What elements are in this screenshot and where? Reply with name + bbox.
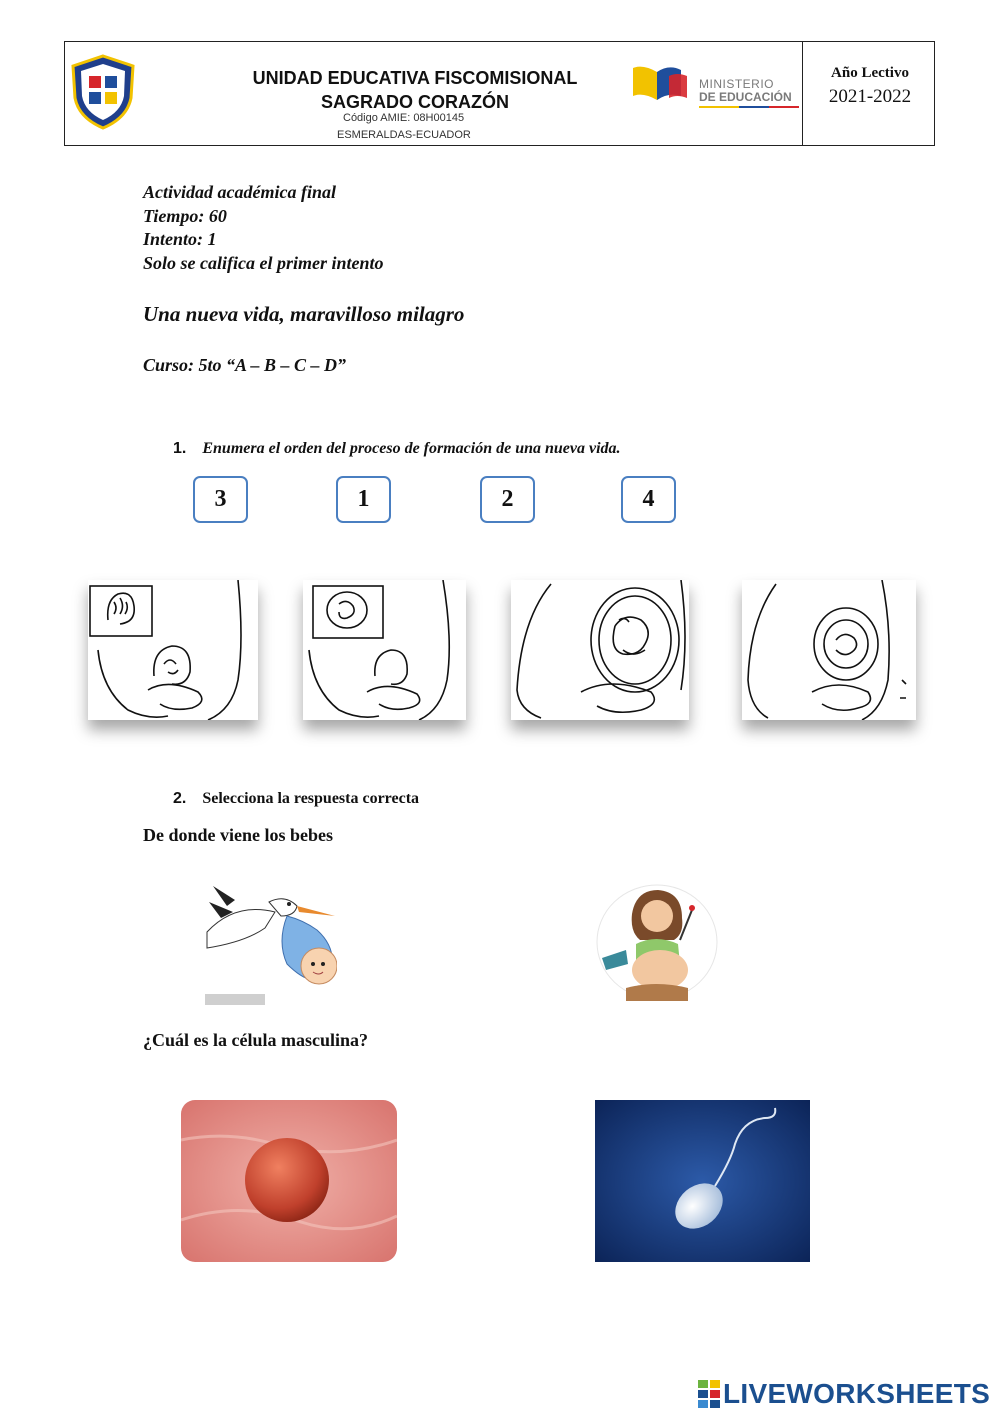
answer-box-4[interactable]: 4 — [621, 476, 676, 523]
pregnancy-stage-image-3 — [511, 580, 689, 720]
school-code: Código AMIE: 08H00145 — [343, 112, 465, 124]
header-divider — [802, 42, 803, 145]
question-2-text: Selecciona la respuesta correcta — [202, 790, 420, 807]
activity-info — [143, 181, 384, 275]
ministry-line1: MINISTERIO — [699, 77, 775, 91]
pregnancy-stage-image-4 — [742, 580, 916, 720]
year-value: 2021-2022 — [828, 86, 912, 107]
school-shield-logo — [69, 54, 137, 130]
school-name — [215, 66, 615, 114]
header-table — [64, 41, 935, 146]
worksheet-subtitle: Una nueva vida, maravilloso milagro — [143, 302, 465, 326]
school-name-line2: SAGRADO CORAZÓN — [321, 92, 509, 112]
answer-box-1[interactable]: 3 — [193, 476, 248, 523]
prompt-where-babies-come-from: De donde viene los bebes — [143, 825, 334, 845]
question-1-text: Enumera el orden del proceso de formación de una nueva vida. — [202, 440, 621, 457]
stork-baby-option[interactable] — [205, 872, 337, 1005]
ministry-color-bar — [699, 106, 799, 108]
activity-note: Solo se califica el primer intento — [143, 252, 384, 273]
ministry-line2: DE EDUCACIÓN — [699, 90, 792, 104]
egg-cell-option[interactable] — [181, 1100, 397, 1262]
course-line: Curso: 5to “A – B – C – D” — [143, 355, 347, 375]
prompt-male-cell: ¿Cuál es la célula masculina? — [143, 1030, 369, 1050]
liveworksheets-brand — [698, 1376, 990, 1412]
pregnancy-stage-image-1 — [88, 580, 258, 720]
liveworksheets-logo-icon — [698, 1380, 720, 1408]
pregnancy-stage-image-2 — [303, 580, 466, 720]
activity-attempt: Intento: 1 — [143, 229, 217, 249]
activity-time: Tiempo: 60 — [143, 205, 227, 226]
school-name-line1: UNIDAD EDUCATIVA FISCOMISIONAL — [252, 68, 578, 88]
sperm-cell-option[interactable] — [595, 1100, 810, 1262]
question-1 — [173, 440, 621, 458]
question-2 — [173, 790, 419, 808]
activity-title: Actividad académica final — [143, 182, 336, 202]
answer-box-3[interactable]: 2 — [480, 476, 535, 523]
year-label: Año Lectivo — [831, 65, 909, 81]
liveworksheets-text: LIVEWORKSHEETS — [723, 1378, 991, 1409]
question-1-number: 1. — [173, 440, 187, 457]
question-2-number: 2. — [173, 790, 187, 807]
answer-box-2[interactable]: 1 — [336, 476, 391, 523]
pregnant-woman-option[interactable] — [596, 884, 718, 1001]
school-place: ESMERALDAS-ECUADOR — [337, 129, 471, 141]
